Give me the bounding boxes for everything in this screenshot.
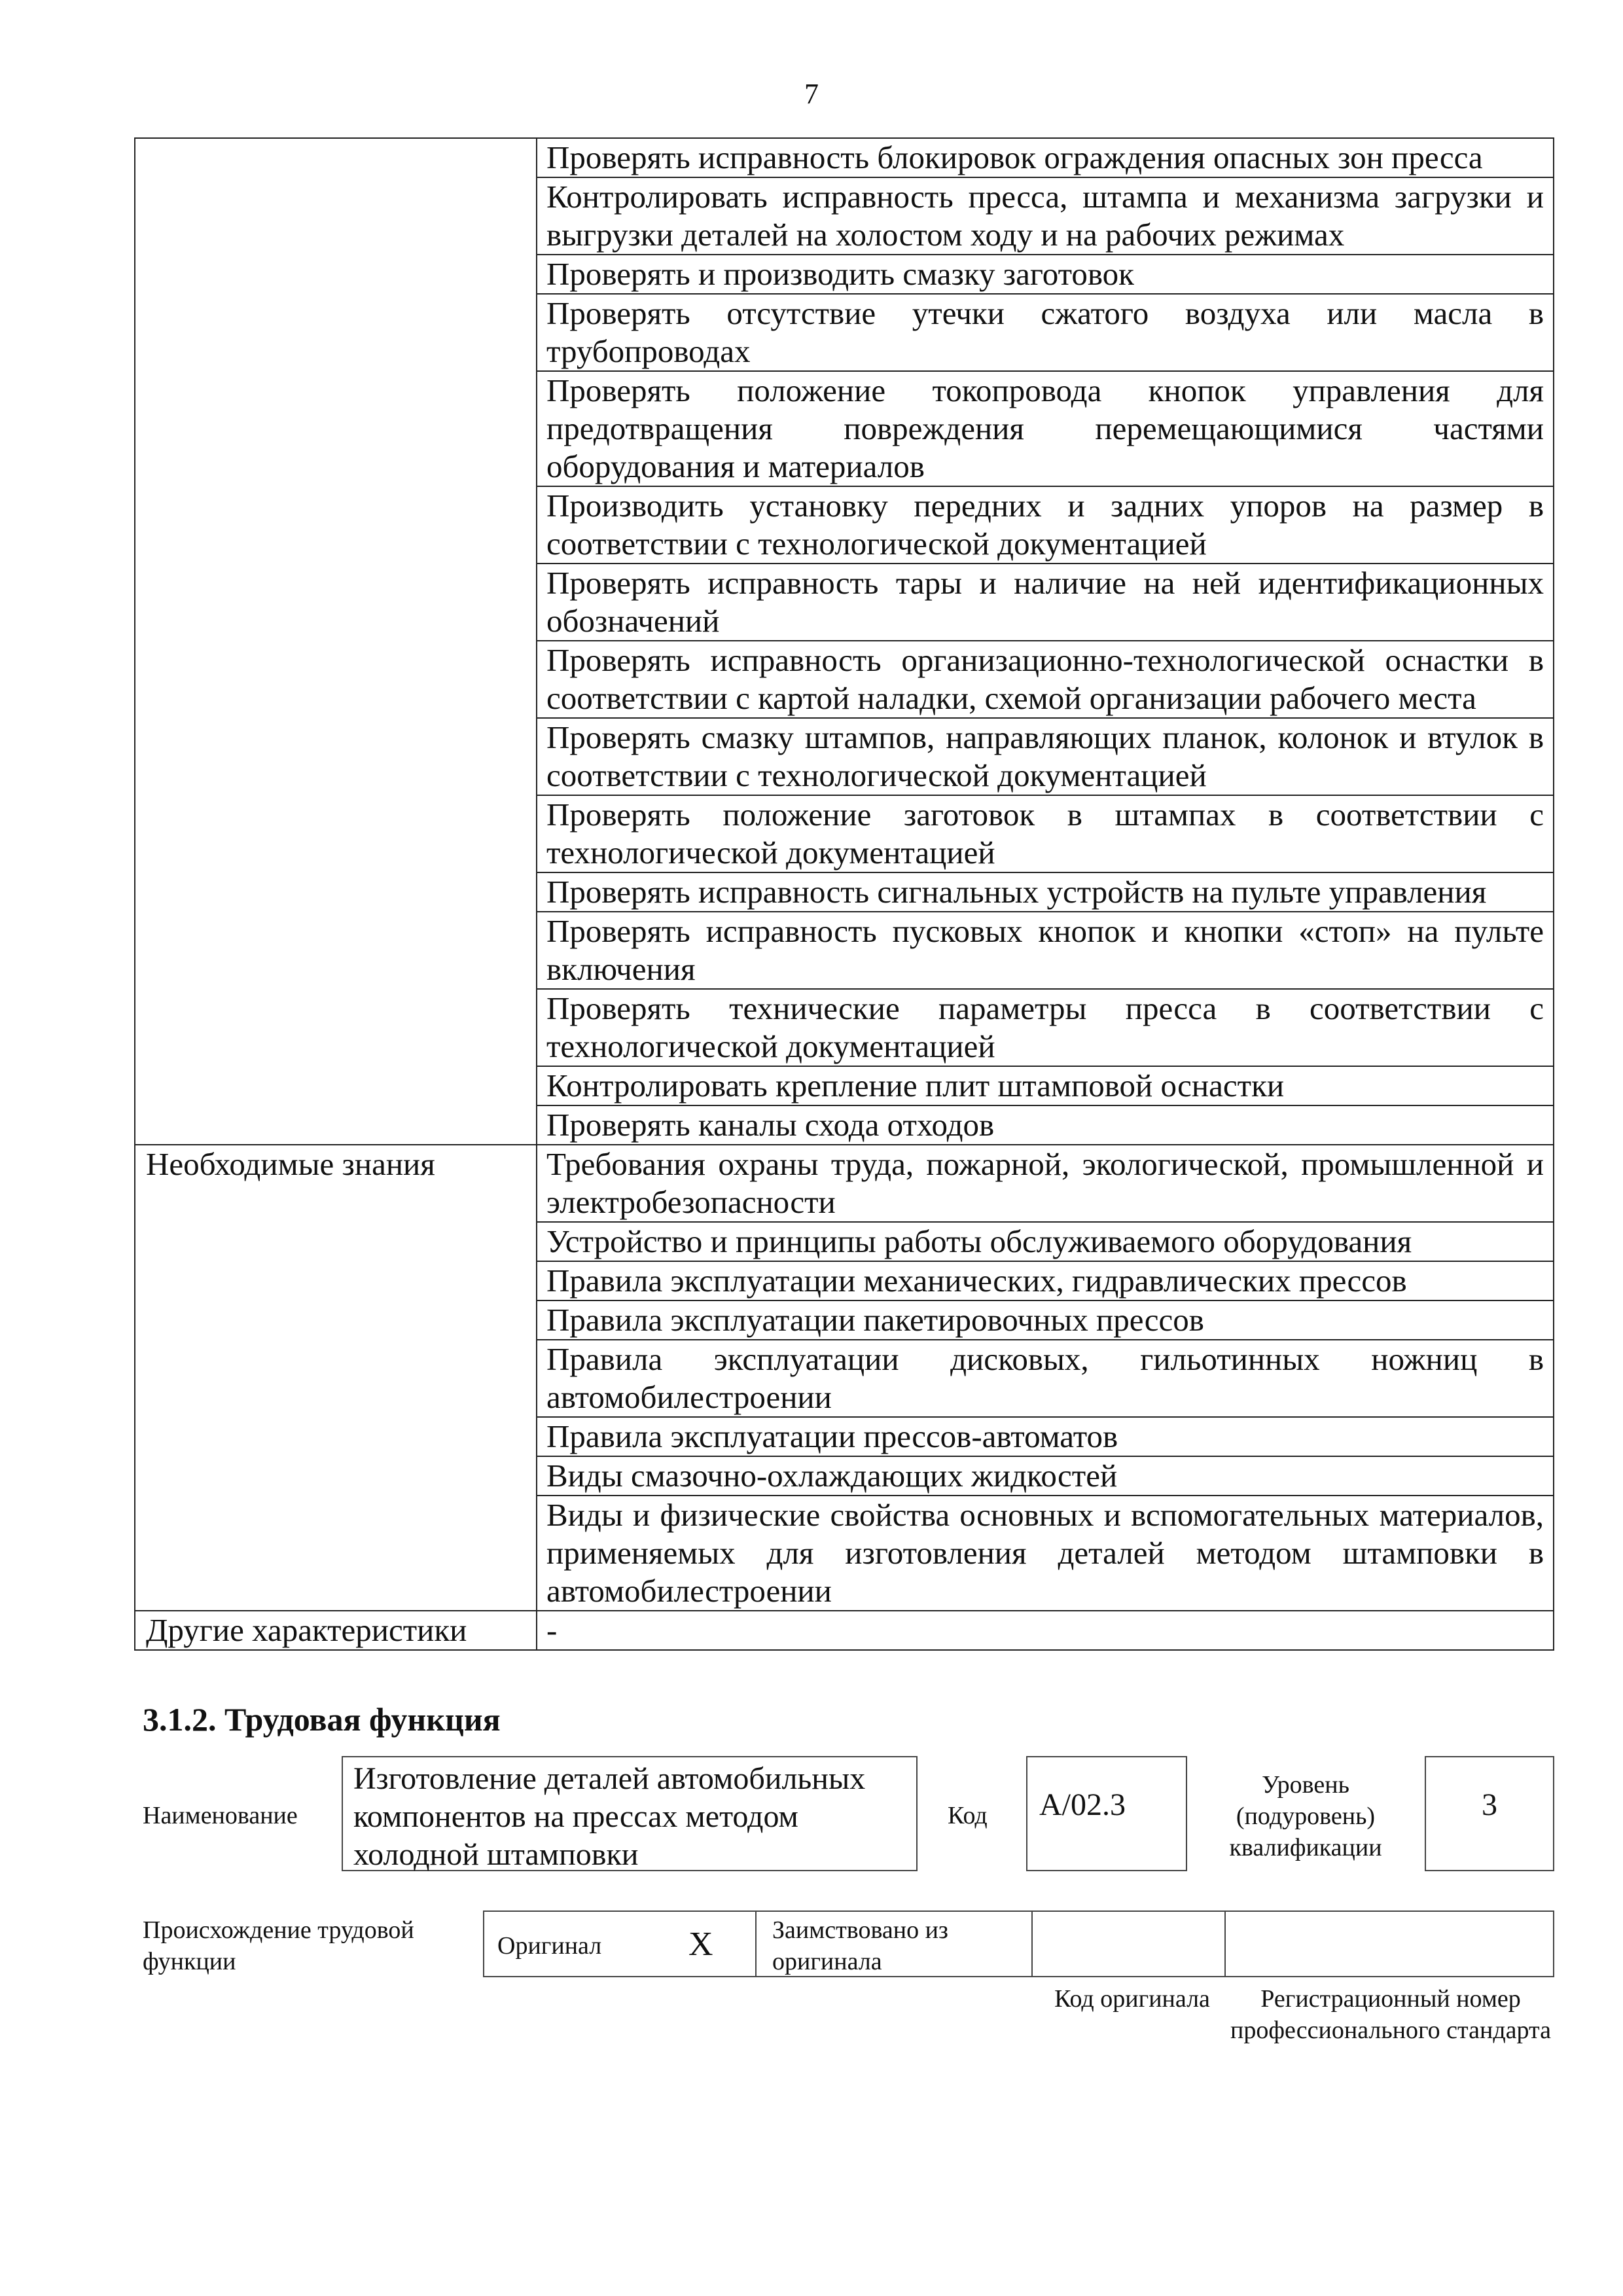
page-number: 7 — [804, 78, 819, 110]
row-value: Проверять и производить смазку заготовок — [537, 255, 1554, 294]
table-row — [135, 1611, 1554, 1650]
row-value: Проверять исправность тары и наличие на ней идентификационных обозначений — [537, 564, 1554, 641]
row-value: Проверять исправность организационно-технологической оснастки в соответствии с картой наладки, схемой организации рабочего места — [537, 641, 1554, 718]
row-label: Необходимые знания — [135, 1145, 537, 1611]
row-label: Другие характеристики — [135, 1611, 537, 1650]
row-value: Контролировать крепление плит штамповой оснастки — [537, 1066, 1554, 1105]
section-heading: 3.1.2. Трудовая функция — [143, 1701, 501, 1738]
level-box — [1425, 1756, 1554, 1871]
table-row — [135, 138, 1554, 177]
row-value: - — [537, 1611, 1554, 1650]
borrowed-label: Заимствовано из оригинала — [772, 1916, 948, 1975]
row-value: Правила эксплуатации дисковых, гильотинных ножниц в автомобилестроении — [537, 1340, 1554, 1417]
function-name-box — [342, 1756, 918, 1871]
level-label: Уровень (подуровень) квалификации — [1229, 1771, 1382, 1861]
table-row — [135, 1145, 1554, 1222]
code-value: А/02.3 — [1039, 1787, 1126, 1822]
row-value: Проверять исправность пусковых кнопок и кнопки «стоп» на пульте включения — [537, 912, 1554, 989]
function-name-value: Изготовление деталей автомобильных компонентов на прессах методом холодной штамповки — [353, 1761, 866, 1872]
row-value: Проверять отсутствие утечки сжатого воздуха или масла в трубопроводах — [537, 294, 1554, 371]
origin-table — [483, 1910, 1554, 1977]
row-value: Виды и физические свойства основных и вспомогательных материалов, применяемых для изготовления деталей методом штамповки в автомобилестроении — [537, 1496, 1554, 1611]
row-value: Проверять положение заготовок в штампах в соответствии с технологической документацией — [537, 795, 1554, 872]
code-label: Код — [948, 1802, 988, 1829]
row-value: Правила эксплуатации механических, гидравлических прессов — [537, 1261, 1554, 1300]
row-label — [135, 138, 537, 1145]
origin-label: Происхождение трудовой функции — [143, 1916, 414, 1975]
row-value: Проверять смазку штампов, направляющих планок, колонок и втулок в соответствии с технологической документацией — [537, 718, 1554, 795]
original-mark: X — [688, 1926, 713, 1963]
name-label: Наименование — [143, 1802, 298, 1829]
row-value: Правила эксплуатации прессов-автоматов — [537, 1417, 1554, 1456]
row-value: Правила эксплуатации пакетировочных прессов — [537, 1300, 1554, 1340]
row-value: Устройство и принципы работы обслуживаемого оборудования — [537, 1222, 1554, 1261]
knowledge-skills-table — [134, 137, 1554, 1651]
level-value: 3 — [1482, 1787, 1497, 1822]
row-value: Проверять исправность блокировок ограждения опасных зон пресса — [537, 138, 1554, 177]
original-label: Оригинал — [497, 1932, 602, 1960]
registration-caption: Регистрационный номер профессионального стандарта — [1230, 1985, 1551, 2044]
row-value: Производить установку передних и задних упоров на размер в соответствии с технологической документацией — [537, 486, 1554, 564]
code-box — [1026, 1756, 1187, 1871]
row-value: Требования охраны труда, пожарной, экологической, промышленной и электробезопасности — [537, 1145, 1554, 1222]
row-value: Контролировать исправность пресса, штампа и механизма загрузки и выгрузки деталей на холостом ходу и на рабочих режимах — [537, 177, 1554, 255]
row-value: Проверять каналы схода отходов — [537, 1105, 1554, 1145]
row-value: Проверять исправность сигнальных устройств на пульте управления — [537, 872, 1554, 912]
row-value: Проверять положение токопровода кнопок управления для предотвращения повреждения перемещающимися частями оборудования и материалов — [537, 371, 1554, 486]
row-value: Проверять технические параметры пресса в соответствии с технологической документацией — [537, 989, 1554, 1066]
row-value: Виды смазочно-охлаждающих жидкостей — [537, 1456, 1554, 1496]
code-original-caption: Код оригинала — [1054, 1985, 1210, 2013]
